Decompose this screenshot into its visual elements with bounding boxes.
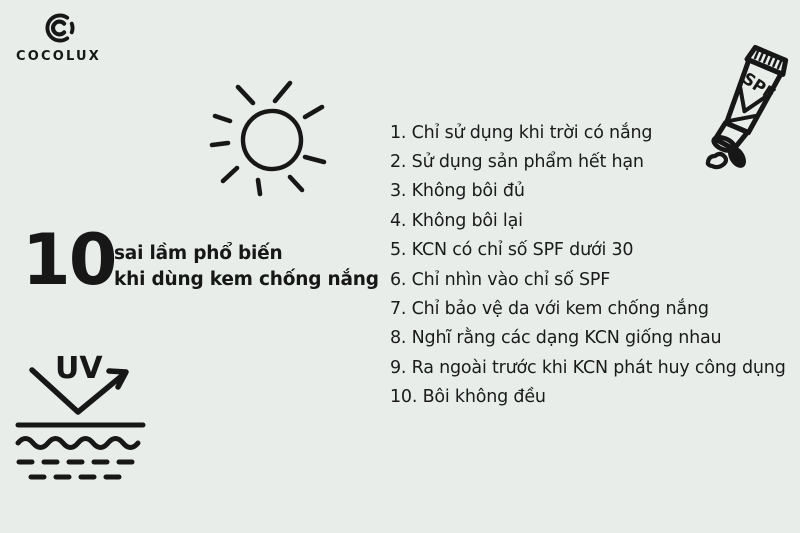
spf-label: SPF xyxy=(738,68,779,104)
list-item: 10. Bôi không đều xyxy=(390,387,546,408)
uv-label: UV xyxy=(55,351,103,386)
list-item: 9. Ra ngoài trước khi KCN phát huy công dụng xyxy=(390,357,786,378)
list-item: 1. Chỉ sử dụng khi trời có nắng xyxy=(390,122,653,143)
headline-line1: sai lầm phổ biến xyxy=(114,243,283,264)
headline-number: 10 xyxy=(22,219,116,301)
list-item: 5. KCN có chỉ số SPF dưới 30 xyxy=(390,240,634,261)
list-item: 6. Chỉ nhìn vào chỉ số SPF xyxy=(390,269,611,290)
list-item: 2. Sử dụng sản phẩm hết hạn xyxy=(390,152,644,173)
list-item: 7. Chỉ bảo vệ da với kem chống nắng xyxy=(390,299,709,320)
sun-icon xyxy=(200,75,345,205)
headline-line2: khi dùng kem chống nắng xyxy=(114,269,379,290)
sunscreen-tube-icon xyxy=(693,36,798,176)
list-item: 4. Không bôi lại xyxy=(390,210,523,231)
c-ring-icon xyxy=(44,12,76,44)
headline-text xyxy=(114,241,379,293)
list-item: 8. Nghĩ rằng các dạng KCN giống nhau xyxy=(390,328,722,349)
list-item: 3. Không bôi đủ xyxy=(390,181,525,202)
uv-reflection-skin-icon xyxy=(10,330,160,490)
brand-name: COCOLUX xyxy=(16,49,101,64)
